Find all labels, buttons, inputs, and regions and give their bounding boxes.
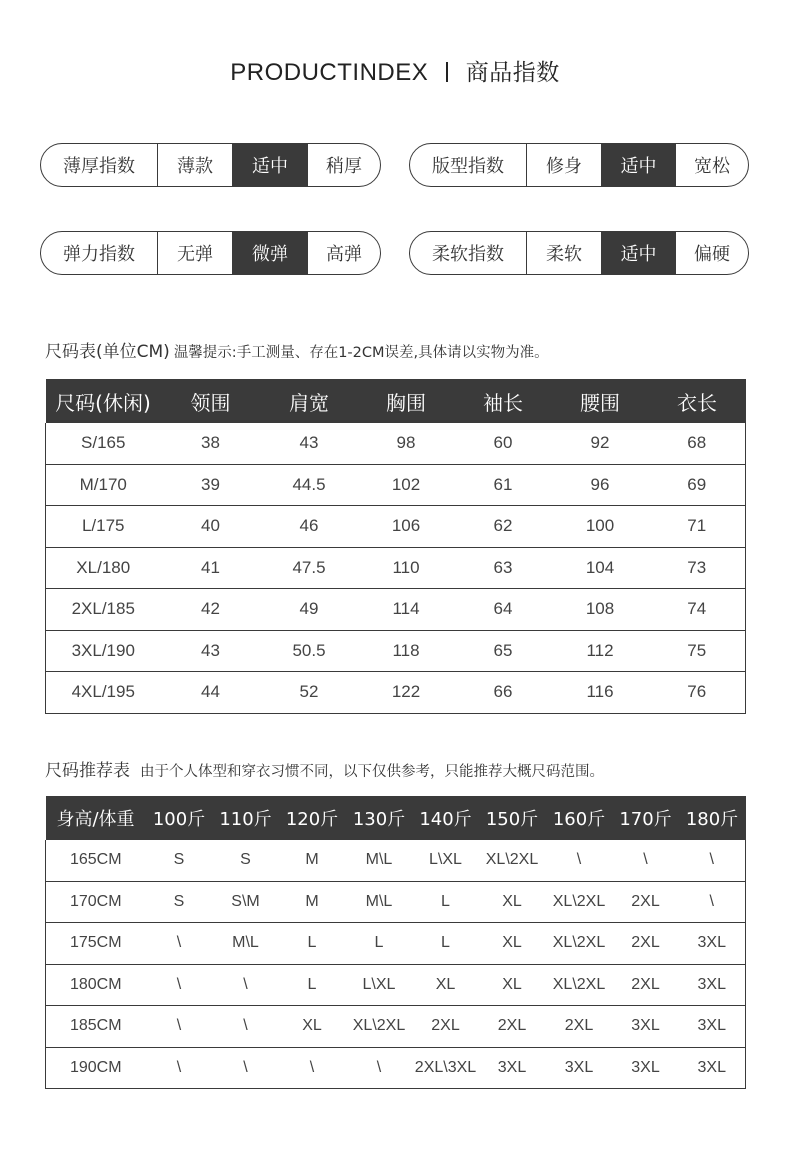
table-cell: 2XL bbox=[479, 1006, 546, 1048]
table-cell: 61 bbox=[455, 464, 552, 506]
column-header: 腰围 bbox=[552, 379, 649, 423]
index-option-selected: 适中 bbox=[601, 232, 675, 274]
size-table-hint: 温馨提示:手工测量、存在1-2CM误差,具体请以实物为准。 bbox=[173, 345, 549, 361]
index-label: 弹力指数 bbox=[63, 244, 135, 265]
page-title bbox=[0, 54, 790, 87]
table-cell: S/165 bbox=[46, 423, 161, 464]
table-row bbox=[46, 589, 746, 631]
table-cell: 2XL bbox=[613, 881, 679, 923]
table-cell: 122 bbox=[358, 672, 455, 714]
table-cell: L\XL bbox=[413, 840, 479, 881]
size-table-heading: 尺码表(单位CM) bbox=[45, 342, 170, 362]
table-row bbox=[46, 506, 746, 548]
table-cell: XL\2XL bbox=[479, 840, 546, 881]
table-row bbox=[46, 840, 746, 881]
rec-table-header bbox=[46, 796, 746, 840]
table-cell: 40 bbox=[161, 506, 261, 548]
table-cell: 66 bbox=[455, 672, 552, 714]
table-cell: 44.5 bbox=[261, 464, 358, 506]
size-table-note bbox=[45, 337, 549, 362]
index-option: 无弹 bbox=[157, 232, 232, 274]
table-cell: 2XL\3XL bbox=[413, 1047, 479, 1089]
table-cell: L\XL bbox=[346, 964, 413, 1006]
table-cell: \ bbox=[146, 923, 213, 965]
table-cell: 110 bbox=[358, 547, 455, 589]
title-zh: 商品指数 bbox=[465, 60, 560, 86]
column-header: 130斤 bbox=[346, 796, 413, 840]
table-cell: 43 bbox=[261, 423, 358, 464]
table-cell: XL\2XL bbox=[546, 923, 613, 965]
table-cell: L/175 bbox=[46, 506, 161, 548]
table-cell: 112 bbox=[552, 630, 649, 672]
index-fit bbox=[409, 143, 749, 187]
table-cell: XL/180 bbox=[46, 547, 161, 589]
table-row bbox=[46, 630, 746, 672]
table-row bbox=[46, 672, 746, 714]
table-cell: \ bbox=[146, 1047, 213, 1089]
table-cell: \ bbox=[679, 881, 746, 923]
table-cell: \ bbox=[613, 840, 679, 881]
table-cell: 75 bbox=[649, 630, 746, 672]
table-cell: 41 bbox=[161, 547, 261, 589]
index-option: 宽松 bbox=[675, 144, 748, 186]
table-cell: 190CM bbox=[46, 1047, 146, 1089]
table-cell: 71 bbox=[649, 506, 746, 548]
table-cell: 3XL bbox=[546, 1047, 613, 1089]
table-cell: S bbox=[146, 881, 213, 923]
index-option: 柔软 bbox=[526, 232, 601, 274]
column-header: 领围 bbox=[161, 379, 261, 423]
table-row bbox=[46, 423, 746, 464]
table-cell: 76 bbox=[649, 672, 746, 714]
index-thickness bbox=[40, 143, 381, 187]
column-header: 110斤 bbox=[213, 796, 279, 840]
index-option-selected: 微弹 bbox=[232, 232, 307, 274]
table-cell: 3XL bbox=[679, 1006, 746, 1048]
table-cell: 92 bbox=[552, 423, 649, 464]
table-cell: 102 bbox=[358, 464, 455, 506]
table-row bbox=[46, 923, 746, 965]
table-cell: 165CM bbox=[46, 840, 146, 881]
table-cell: 49 bbox=[261, 589, 358, 631]
table-row bbox=[46, 1047, 746, 1089]
table-cell: XL bbox=[413, 964, 479, 1006]
table-cell: \ bbox=[279, 1047, 346, 1089]
table-cell: S\M bbox=[213, 881, 279, 923]
table-row bbox=[46, 464, 746, 506]
size-table-header bbox=[46, 379, 746, 423]
index-option: 偏硬 bbox=[675, 232, 748, 274]
table-cell: 3XL bbox=[479, 1047, 546, 1089]
title-en: PRODUCTINDEX bbox=[230, 59, 429, 86]
table-cell: \ bbox=[146, 1006, 213, 1048]
table-cell: 74 bbox=[649, 589, 746, 631]
column-header: 170斤 bbox=[613, 796, 679, 840]
table-cell: 2XL/185 bbox=[46, 589, 161, 631]
table-cell: L bbox=[413, 881, 479, 923]
rec-table-hint: 由于个人体型和穿衣习惯不同，以下仅供参考，只能推荐大概尺码范围。 bbox=[140, 764, 604, 780]
table-cell: \ bbox=[346, 1047, 413, 1089]
table-cell: L bbox=[279, 964, 346, 1006]
table-cell: 118 bbox=[358, 630, 455, 672]
table-cell: 2XL bbox=[613, 923, 679, 965]
index-label: 柔软指数 bbox=[432, 244, 504, 265]
size-table bbox=[45, 379, 746, 714]
table-cell: M bbox=[279, 881, 346, 923]
table-cell: 73 bbox=[649, 547, 746, 589]
table-cell: 50.5 bbox=[261, 630, 358, 672]
table-cell: 114 bbox=[358, 589, 455, 631]
table-cell: \ bbox=[213, 964, 279, 1006]
table-cell: 65 bbox=[455, 630, 552, 672]
table-cell: M/170 bbox=[46, 464, 161, 506]
column-header: 袖长 bbox=[455, 379, 552, 423]
table-cell: 3XL bbox=[613, 1047, 679, 1089]
table-cell: XL bbox=[279, 1006, 346, 1048]
table-cell: 47.5 bbox=[261, 547, 358, 589]
table-cell: 104 bbox=[552, 547, 649, 589]
index-option: 薄款 bbox=[157, 144, 232, 186]
table-cell: 43 bbox=[161, 630, 261, 672]
table-cell: 170CM bbox=[46, 881, 146, 923]
index-option: 修身 bbox=[526, 144, 601, 186]
table-cell: 2XL bbox=[613, 964, 679, 1006]
table-cell: \ bbox=[546, 840, 613, 881]
column-header: 160斤 bbox=[546, 796, 613, 840]
index-option: 稍厚 bbox=[307, 144, 380, 186]
table-cell: 64 bbox=[455, 589, 552, 631]
table-cell: 3XL bbox=[679, 964, 746, 1006]
column-header: 身高/体重 bbox=[46, 796, 146, 840]
table-cell: XL bbox=[479, 923, 546, 965]
table-cell: 60 bbox=[455, 423, 552, 464]
table-cell: XL\2XL bbox=[346, 1006, 413, 1048]
index-label: 版型指数 bbox=[432, 156, 504, 177]
table-cell: 3XL bbox=[613, 1006, 679, 1048]
table-cell: M\L bbox=[346, 881, 413, 923]
column-header: 150斤 bbox=[479, 796, 546, 840]
table-cell: 98 bbox=[358, 423, 455, 464]
table-cell: M bbox=[279, 840, 346, 881]
table-cell: 42 bbox=[161, 589, 261, 631]
index-softness bbox=[409, 231, 749, 275]
table-cell: XL bbox=[479, 881, 546, 923]
table-row bbox=[46, 547, 746, 589]
column-header: 衣长 bbox=[649, 379, 746, 423]
table-cell: 108 bbox=[552, 589, 649, 631]
table-cell: 2XL bbox=[413, 1006, 479, 1048]
table-cell: 46 bbox=[261, 506, 358, 548]
table-row bbox=[46, 964, 746, 1006]
column-header: 140斤 bbox=[413, 796, 479, 840]
table-cell: 2XL bbox=[546, 1006, 613, 1048]
table-cell: S bbox=[213, 840, 279, 881]
table-cell: 69 bbox=[649, 464, 746, 506]
table-cell: \ bbox=[679, 840, 746, 881]
column-header: 120斤 bbox=[279, 796, 346, 840]
index-option-selected: 适中 bbox=[232, 144, 307, 186]
table-cell: 116 bbox=[552, 672, 649, 714]
table-cell: 96 bbox=[552, 464, 649, 506]
table-cell: 3XL/190 bbox=[46, 630, 161, 672]
table-cell: 106 bbox=[358, 506, 455, 548]
table-cell: \ bbox=[213, 1047, 279, 1089]
table-cell: S bbox=[146, 840, 213, 881]
table-cell: 62 bbox=[455, 506, 552, 548]
table-cell: 3XL bbox=[679, 923, 746, 965]
table-cell: 3XL bbox=[679, 1047, 746, 1089]
table-cell: XL bbox=[479, 964, 546, 1006]
table-cell: 175CM bbox=[46, 923, 146, 965]
size-recommendation-table bbox=[45, 796, 746, 1089]
column-header: 100斤 bbox=[146, 796, 213, 840]
rec-table-note bbox=[45, 756, 604, 781]
table-cell: 4XL/195 bbox=[46, 672, 161, 714]
column-header: 尺码(休闲) bbox=[46, 379, 161, 423]
table-cell: 68 bbox=[649, 423, 746, 464]
table-cell: XL\2XL bbox=[546, 964, 613, 1006]
rec-table-heading: 尺码推荐表 bbox=[45, 761, 130, 781]
table-cell: 180CM bbox=[46, 964, 146, 1006]
table-cell: XL\2XL bbox=[546, 881, 613, 923]
table-cell: \ bbox=[146, 964, 213, 1006]
table-cell: 52 bbox=[261, 672, 358, 714]
index-elasticity bbox=[40, 231, 381, 275]
table-cell: M\L bbox=[346, 840, 413, 881]
table-row bbox=[46, 1006, 746, 1048]
table-cell: \ bbox=[213, 1006, 279, 1048]
table-cell: L bbox=[346, 923, 413, 965]
table-cell: 38 bbox=[161, 423, 261, 464]
column-header: 肩宽 bbox=[261, 379, 358, 423]
table-cell: 39 bbox=[161, 464, 261, 506]
table-cell: 185CM bbox=[46, 1006, 146, 1048]
column-header: 180斤 bbox=[679, 796, 746, 840]
index-label: 薄厚指数 bbox=[63, 156, 135, 177]
index-option-selected: 适中 bbox=[601, 144, 675, 186]
table-row bbox=[46, 881, 746, 923]
column-header: 胸围 bbox=[358, 379, 455, 423]
index-option: 高弹 bbox=[307, 232, 380, 274]
table-cell: L bbox=[413, 923, 479, 965]
table-cell: 100 bbox=[552, 506, 649, 548]
table-cell: L bbox=[279, 923, 346, 965]
table-cell: M\L bbox=[213, 923, 279, 965]
table-cell: 63 bbox=[455, 547, 552, 589]
title-divider bbox=[446, 62, 448, 82]
table-cell: 44 bbox=[161, 672, 261, 714]
